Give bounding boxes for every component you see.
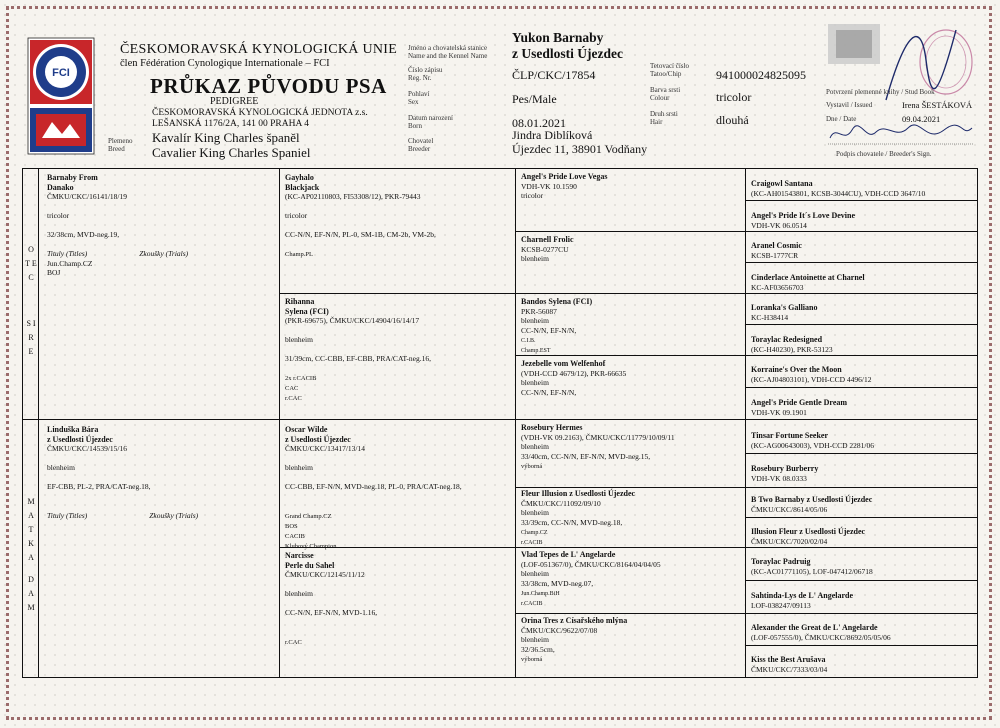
gen4-cell-5	[751, 303, 975, 329]
breeder-signature	[826, 120, 976, 148]
ancestor-reg: (KC-AJ04803101), VDH-CCD 4496/12	[751, 374, 872, 384]
ancestor-reg: (KC-AG00643003), VDH-CCD 2281/06	[751, 440, 874, 450]
issue-date: 09.04.2021	[902, 114, 941, 124]
dam-side-label-en: D A M	[27, 575, 35, 612]
ancestor-name: Cinderlace Antoinette at Charnel	[751, 273, 865, 282]
colour-label: Barva srsti Colour	[650, 86, 681, 102]
gen3-cell-2: Charnell Frolic KCSB-0277CU blenheim	[521, 235, 574, 263]
ancestor-name: Illusion Fleur z Usedlosti Újezdec	[751, 527, 866, 536]
ancestor-name: Aranel Cosmic	[751, 241, 802, 250]
gen4-cell-4	[751, 273, 975, 299]
ancestor-reg: LOF-038247/09113	[751, 600, 811, 610]
issued-by: Irena ŠESTÁKOVÁ	[902, 100, 973, 110]
date-label: Dne / Date	[826, 115, 857, 123]
reg-label: Číslo zápisu Reg. Nr.	[408, 66, 443, 82]
ancestor-reg: ČMKU/CKC/7333/03/04	[751, 664, 828, 674]
issued-label: Vystavil / Issued	[826, 101, 873, 109]
studbook-confirm: Potvrzení plemenné knihy / Stud Book	[826, 88, 935, 96]
ancestor-name: Craigowl Santana	[751, 179, 813, 188]
ancestor-name: Alexander the Great de L' Angelarde	[751, 623, 878, 632]
gen4-cell-7	[751, 365, 975, 391]
gen2-sire-dam: Rihanna Sylena (FCI) (PKR-69675), ČMKU/CKC/14904/16/14/17 blenheim 31/39cm, CC-CBB, EF-CBB, PRA/CAT-neg.16, 2x r.CACIB CAC r.CAC	[285, 297, 431, 402]
official-stamp	[826, 20, 976, 110]
ancestor-name: Korraine's Over the Moon	[751, 365, 842, 374]
gen4-cell-9	[751, 431, 975, 457]
ancestor-name: Kiss the Best Arušava	[751, 655, 826, 664]
ancestor-reg: ČMKU/CKC/7020/02/04	[751, 536, 828, 546]
ancestor-reg: VDH-VK 09.1901	[751, 407, 807, 417]
org-name: ČESKOMORAVSKÁ KYNOLOGICKÁ UNIE	[120, 42, 398, 57]
cmku-fci-logo	[28, 38, 94, 154]
gen4-cell-12	[751, 527, 975, 553]
gen2-dam-dam: Narcisse Perle du Sahel ČMKU/CKC/12145/11/12 blenheim CC-N/N, EF-N/N, MVD-1.16, r.CAC	[285, 551, 378, 646]
sire-side-label-cz: O T E C	[25, 245, 37, 282]
gen2-dam-sire: Oscar Wilde z Usedlosti Újezdec ČMKU/CKC/13417/13/14 blenheim CC-CBB, EF-N/N, MVD-neg.18, PL-0, PRA/CAT-neg.18, Grand Champ.CZ BOS CACIB Klubový Champion	[285, 425, 462, 550]
ancestor-reg: KC-H38414	[751, 312, 789, 322]
logo-fci-text: FCI	[52, 67, 70, 79]
born-label: Datum narození Born	[408, 114, 453, 130]
gen4-cell-16	[751, 655, 975, 681]
gen3-cell-8: Orina Tres z Císařského mlýna ČMKU/CKC/9622/07/08 blenheim 32/36.5cm, výborná	[521, 616, 628, 663]
breed-label: Plemeno Breed	[108, 137, 133, 153]
signature-label: Podpis chovatele / Breeder's Sign.	[836, 150, 932, 158]
doc-subtitle: PEDIGREE	[210, 96, 259, 107]
dam-cell: Linduška Bára z Usedlosti Újezdec ČMKU/CKC/14539/15/16 blenheim EF-CBB, PL-2, PRA/CAT-neg.18, Tituly (Titles) Zkoušky (Trials)	[47, 425, 199, 520]
gen4-cell-3	[751, 241, 975, 267]
dog-reg: ČLP/CKC/17854	[512, 68, 596, 82]
gen4-cell-14	[751, 591, 975, 617]
ancestor-name: Tinsar Fortune Seeker	[751, 431, 829, 440]
ancestor-reg: KC-AF03656703	[751, 282, 804, 292]
gen2-sire-sire: Gayhalo Blackjack (KC-AP02110803, FI53308/12), PKR-79443 tricolor CC-N/N, EF-N/N, PL-0, SM-1B, CM-2b, VM-2b, Champ.PL	[285, 173, 436, 258]
gen3-cell-5: Rosebury Hermes (VDH-VK 09.2163), ČMKU/CKC/11779/10/09/11 blenheim 33/40cm, CC-N/N, EF-N/N, MVD-neg.15, výborná	[521, 423, 675, 470]
dog-sex: Pes/Male	[512, 92, 557, 106]
dog-tattoo: 941000024825095	[716, 68, 806, 82]
sire-cell: Barnaby From Danako ČMKU/CKC/16141/18/19 tricolor 32/38cm, MVD-neg.19, Tituly (Titles) Zkoušky (Trials) Jun.Champ.CZ BOJ	[47, 173, 189, 277]
pedigree-table	[22, 168, 978, 678]
ancestor-reg: (LOF-057555/0), ČMKU/CKC/8692/05/05/06	[751, 632, 891, 642]
ancestor-name: Sahtinda-Lys de L' Angelarde	[751, 591, 854, 600]
gen4-cell-2	[751, 211, 975, 237]
dog-hair: dlouhá	[716, 113, 749, 127]
ancestor-reg: (KC-AC01771105), LOF-047412/06718	[751, 566, 873, 576]
sire-side-label-en: S I R E	[26, 319, 36, 356]
gen4-cell-1	[751, 179, 975, 205]
dog-born: 08.01.2021	[512, 116, 566, 130]
ancestor-reg: KCSB-1777CR	[751, 250, 799, 260]
org-member: člen Fédération Cynologique Internationale – FCI	[120, 58, 330, 69]
ancestor-name: Toraylac Redesigned	[751, 335, 823, 344]
name-label: Jméno a chovatelská stanice Name and the Kennel Name	[408, 44, 488, 60]
gen4-cell-13	[751, 557, 975, 583]
gen4-cell-10	[751, 464, 975, 490]
breeder-label: Chovatel Breeder	[408, 137, 434, 153]
breed-name: Kavalír King Charles španěl Cavalier King Charles Spaniel	[152, 130, 311, 160]
jednota-address: ČESKOMORAVSKÁ KYNOLOGICKÁ JEDNOTA z.s. LEŠANSKÁ 1176/2A, 141 00 PRAHA 4	[152, 108, 368, 129]
ancestor-name: B Two Barnaby z Usedlosti Újezdec	[751, 495, 873, 504]
gen3-cell-1: Angel's Pride Love Vegas VDH-VK 10.1590 tricolor	[521, 172, 608, 200]
ancestor-name: Loranka's Galliano	[751, 303, 818, 312]
gen4-cell-15	[751, 623, 975, 649]
gen3-cell-7: Vlad Tepes de L' Angelarde (LOF-051367/0), ČMKU/CKC/8164/04/04/05 blenheim 33/38cm, MVD-neg.07, Jun.Champ.BiH r.CACIB	[521, 550, 661, 607]
ancestor-name: Rosebury Burberry	[751, 464, 819, 473]
gen3-cell-4: Jezebelle vom Welfenhof (VDH-CCD 4679/12), PKR-66635 blenheim CC-N/N, EF-N/N,	[521, 359, 627, 397]
gen4-cell-11	[751, 495, 975, 521]
doc-title: PRŮKAZ PŮVODU PSA	[150, 74, 387, 98]
ancestor-reg: VDH-VK 06.0514	[751, 220, 807, 230]
ancestor-name: Toraylac Padruig	[751, 557, 811, 566]
ancestor-reg: (KC-AH01543801, KCSB-3044CU), VDH-CCD 3647/10	[751, 188, 926, 198]
ancestor-reg: (KC-H40230), PKR-53123	[751, 344, 833, 354]
hair-label: Druh srsti Hair	[650, 110, 678, 126]
ancestor-name: Angel's Pride Gentle Dream	[751, 398, 848, 407]
dog-breeder: Jindra Diblíková Újezdec 11, 38901 Vodňany	[512, 128, 648, 156]
gen3-cell-3: Bandos Sylena (FCI) PKR-56087 blenheim CC-N/N, EF-N/N, C.I.B. Champ.EST	[521, 297, 593, 354]
ancestor-reg: ČMKU/CKC/8614/05/06	[751, 504, 828, 514]
gen4-cell-6	[751, 335, 975, 361]
gen3-cell-6: Fleur Illusion z Usedlosti Újezdec ČMKU/CKC/11092/09/10 blenheim 33/39cm, CC-N/N, MVD-neg.18, Champ.CZ r.CACIB	[521, 489, 636, 546]
sex-label: Pohlaví Sex	[408, 90, 430, 106]
tattoo-label: Tetovací číslo Tatoo/Chip	[650, 62, 689, 78]
gen4-cell-8	[751, 398, 975, 424]
dog-name: Yukon Barnaby z Usedlosti Újezdec	[512, 30, 623, 61]
ancestor-reg: VDH-VK 08.0333	[751, 473, 807, 483]
ancestor-name: Angel's Pride It´s Love Devine	[751, 211, 855, 220]
dog-colour: tricolor	[716, 90, 752, 104]
dam-side-label-cz: M A T K A	[27, 497, 35, 562]
